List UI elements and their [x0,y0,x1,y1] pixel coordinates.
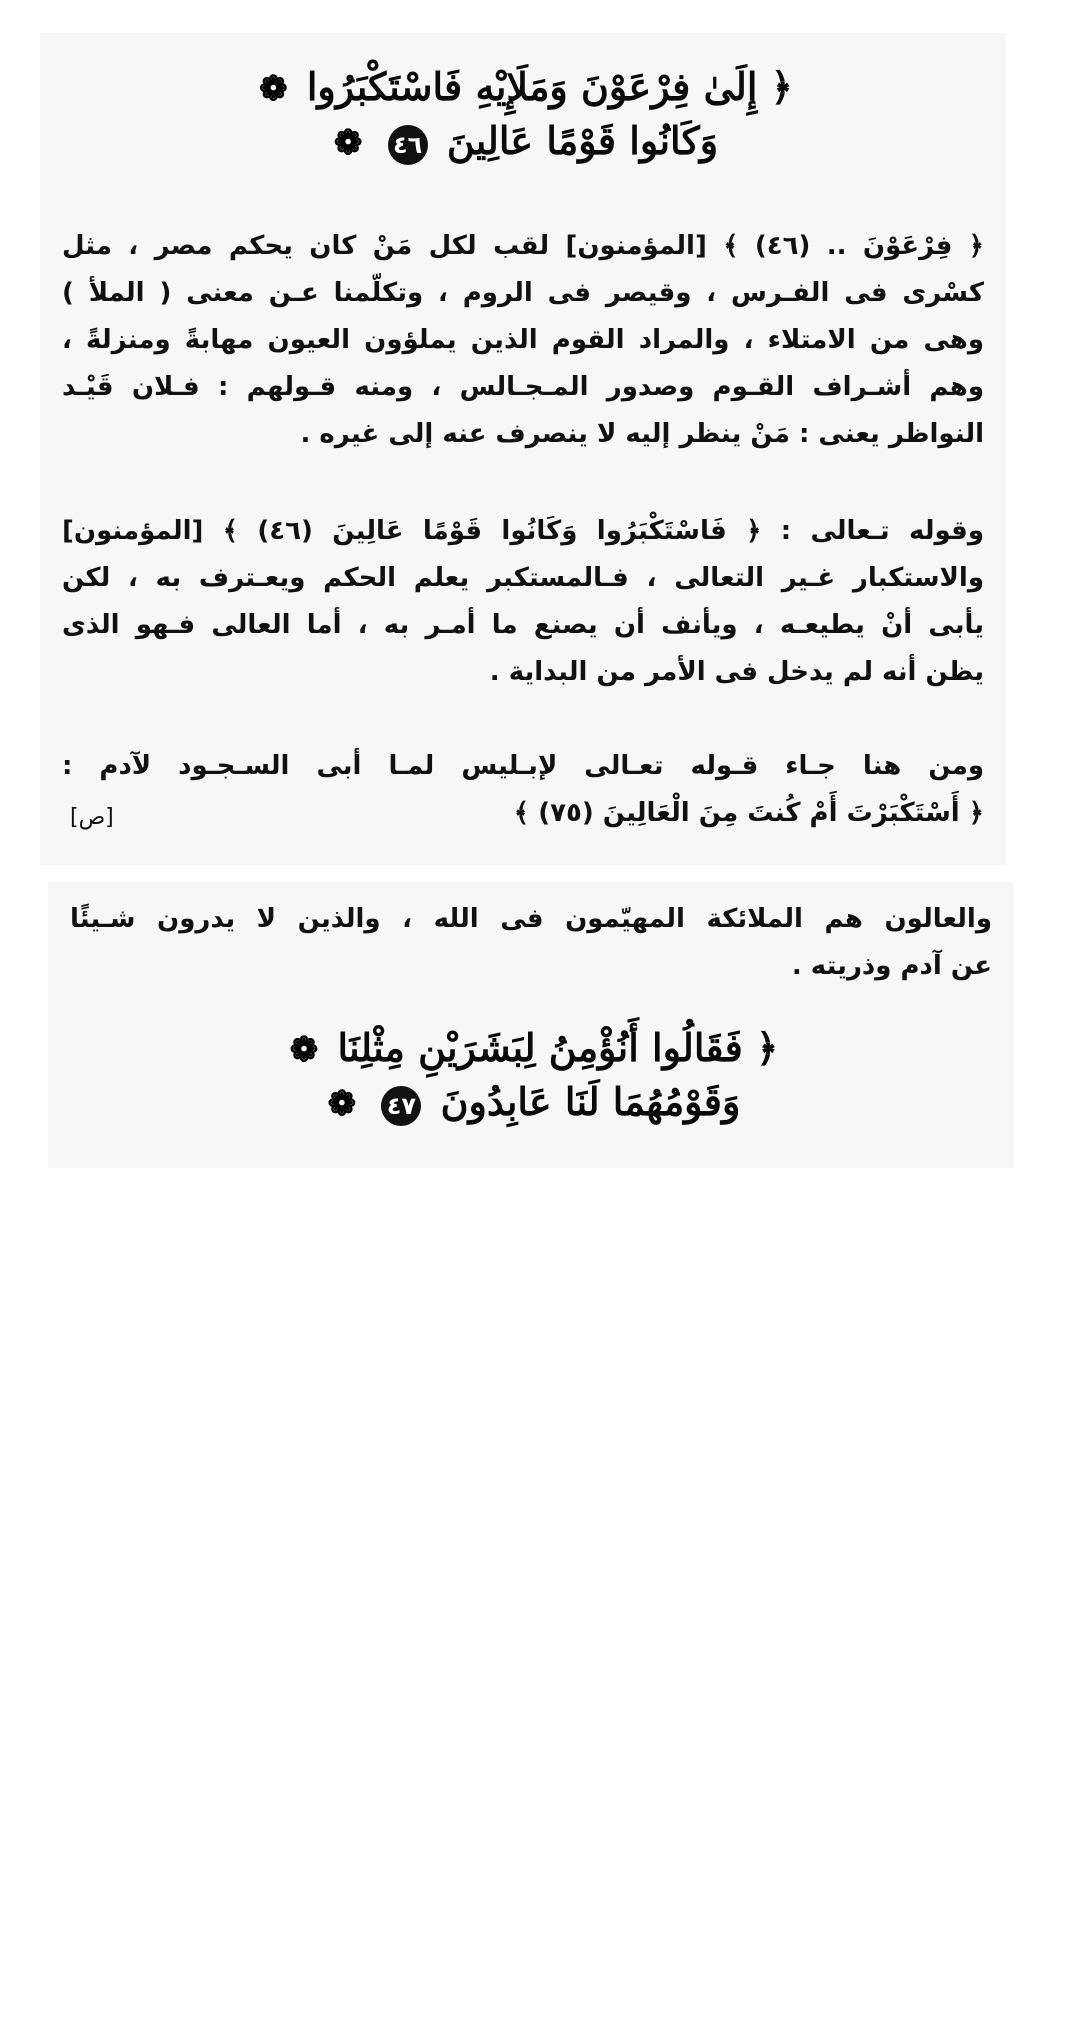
page-scan-top [40,33,1006,865]
text-line: والاستكبار غـير التعالى ، فـالمستكبر يعلم الحكم ويعـترف به ، لكن [62,563,984,593]
verse-line-1 [48,1022,1014,1076]
verse-header-46 [40,61,1006,169]
ayah-number-badge: ٤٧ [381,1086,421,1126]
text-line: النواظر يعنى : مَنْ ينظر إليه لا ينصرف عنه إلى غيره . [300,419,984,449]
paragraph-2 [62,508,984,696]
text-line: وهم أشـراف القـوم وصدور المـجـالس ، ومنه قـولهم : فـلان قَيْـد [62,372,984,402]
text-line: ومن هنا جـاء قـوله تعـالى لإبـليس لمـا أبى السـجـود لآدم : [62,751,984,781]
ayah-number-badge: ٤٦ [388,125,428,165]
page-scan-bottom [48,882,1014,1168]
paragraph-3 [62,743,984,837]
quran-quote-line: ﴿ أَسْتَكْبَرْتَ أَمْ كُنتَ مِنَ الْعَالِينَ (٧٥) ﴾ [513,798,984,828]
text-line: كسْرى فى الفـرس ، وقيصر فى الروم ، وتكلّمنا عـن معنى ( الملأ ) [62,278,984,308]
text-line: عن آدم وذريته . [791,951,992,981]
ornament-icon: ❁ [327,1084,357,1124]
verse-line-1 [40,61,1006,115]
verse-text: وَكَانُوا قَوْمًا عَالِينَ [446,118,719,163]
text-line: ﴿ فِرْعَوْنَ .. (٤٦) ﴾ [المؤمنون] لقب لكل مَنْ كان يحكم مصر ، مثل [62,231,984,261]
text-line: يظن أنه لم يدخل فى الأمر من البداية . [489,657,984,687]
sura-reference: [ص] [70,805,114,830]
text-line: يأبى أنْ يطيعـه ، ويأنف أن يصنع ما أمـر به ، أما العالى فـهو الذى [62,610,984,640]
ornament-icon: ❁ [289,1030,319,1070]
text-line: وقوله تـعالى : ﴿ فَاسْتَكْبَرُوا وَكَانُوا قَوْمًا عَالِينَ (٤٦) ﴾ [المؤمنون] [62,516,984,546]
ornament-icon: ❁ [333,123,363,163]
verse-text: وَقَوْمُهُمَا لَنَا عَابِدُونَ [440,1079,741,1124]
ornament-icon: ❁ [259,69,288,109]
verse-header-47 [48,1022,1014,1130]
verse-text: ﴿ إِلَىٰ فِرْعَوْنَ وَمَلَإِيْهِ فَاسْتَكْبَرُوا [306,64,793,109]
paragraph-1 [62,223,984,458]
paragraph-4 [70,896,992,990]
verse-line-2 [40,115,1006,169]
text-line: والعالون هم الملائكة المهيّمون فى الله ، والذين لا يدرون شـيئًا [70,904,992,934]
verse-line-2 [48,1076,1014,1130]
text-line: وهى من الامتلاء ، والمراد القوم الذين يملؤون العيون مهابةً ومنزلةً ، [62,325,984,355]
verse-text: ﴿ فَقَالُوا أَنُؤْمِنُ لِبَشَرَيْنِ مِثْلِنَا [337,1025,779,1070]
